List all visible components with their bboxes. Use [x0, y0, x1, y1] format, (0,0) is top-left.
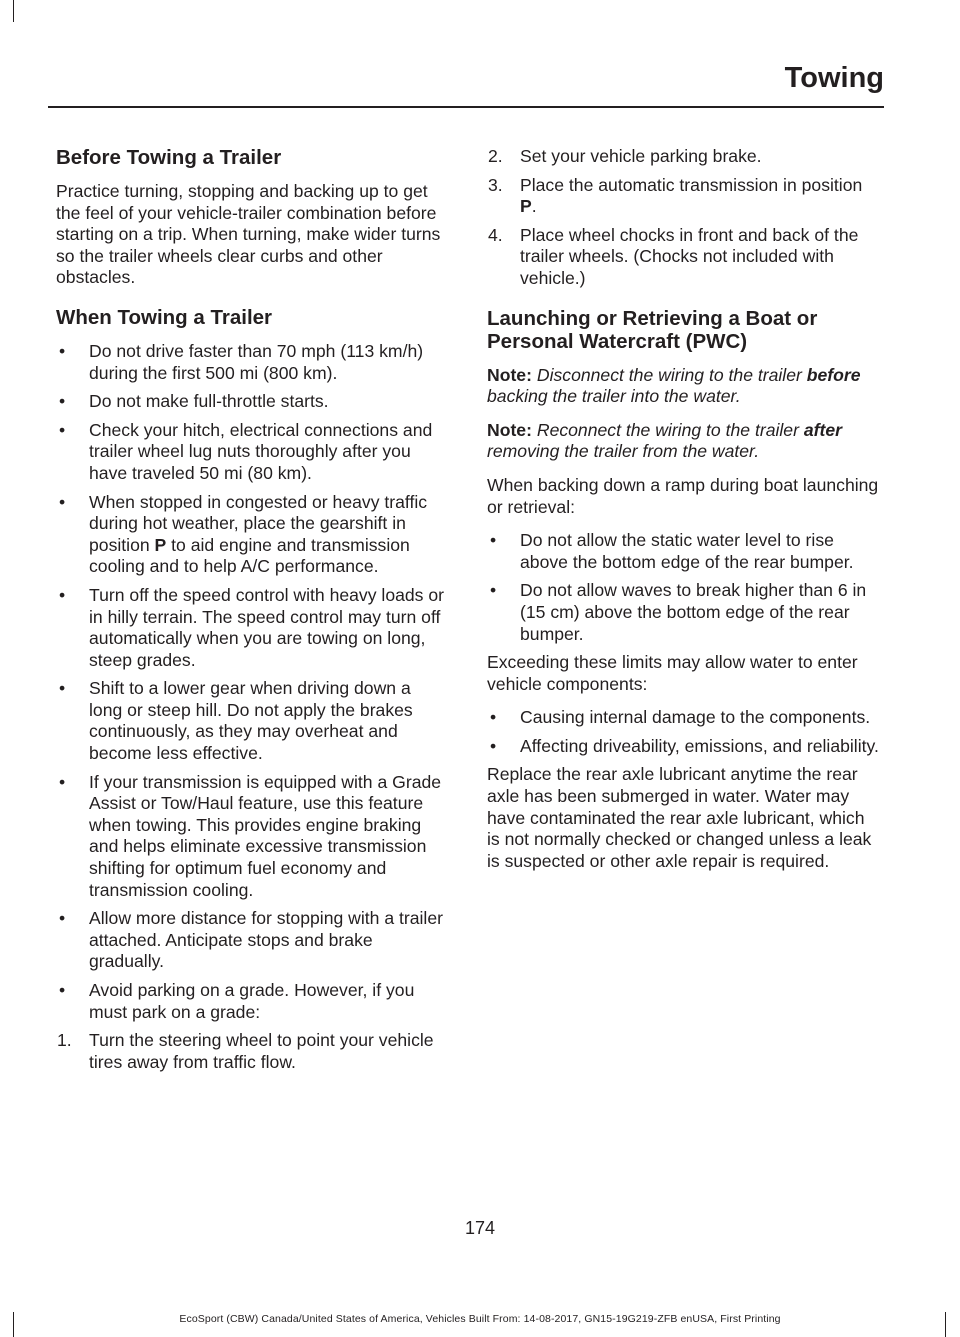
bullet-marker: • [59, 584, 66, 605]
list-item: • Turn off the speed control with heavy loads or in hilly terrain. The speed control may turn off automatically when you are towing on long, steep grades. [59, 584, 445, 670]
list-item: • Do not allow waves to break higher than 6 in (15 cm) above the bottom edge of the rear bumper. [490, 580, 867, 644]
bullet-marker: • [59, 678, 66, 699]
exceed-text: Exceeding these limits may allow water to enter vehicle components: [487, 652, 858, 694]
header-rule [48, 106, 884, 108]
note-disconnect: Note: Disconnect the wiring to the trailer before backing the trailer into the water. [487, 364, 861, 407]
bullet-marker: • [59, 419, 66, 440]
step-number: 1. [57, 1030, 72, 1051]
when-towing-heading: When Towing a Trailer [56, 305, 273, 329]
bullet-marker: • [59, 391, 66, 412]
bullet-marker: • [59, 908, 66, 929]
list-item: • Check your hitch, electrical connections and trailer wheel lug nuts thoroughly after you have traveled 50 mi (80 km). [59, 419, 433, 483]
list-item: 4. Place wheel chocks in front and back of the trailer wheels. (Chocks not included with vehicle.) [488, 224, 859, 288]
right-column [487, 146, 881, 884]
bullet-marker: • [59, 491, 66, 512]
list-item: • Avoid parking on a grade. However, if you must park on a grade: [59, 980, 415, 1022]
list-item: • Allow more distance for stopping with a trailer attached. Anticipate stops and brake gradually. [59, 908, 443, 972]
bullet-marker: • [490, 580, 497, 601]
bullet-marker: • [59, 340, 66, 361]
list-item: • Shift to a lower gear when driving down a long or steep hill. Do not apply the brakes continuously, as they may overheat and become less effective. [59, 678, 413, 764]
list-item: • If your transmission is equipped with a Grade Assist or Tow/Haul feature, use this feature when towing. This provides engine braking and helps eliminate excessive transmission shifting for optimum fuel economy and transmission cooling. [59, 771, 442, 900]
list-item: 2. Set your vehicle parking brake. [488, 146, 762, 166]
bullet-marker: • [490, 530, 497, 551]
list-item: 1. Turn the steering wheel to point your vehicle tires away from traffic flow. [57, 1030, 434, 1072]
list-item: 3. Place the automatic transmission in position P. [488, 174, 863, 217]
list-item: • When stopped in congested or heavy traffic during hot weather, place the gearshift in position P to aid engine and transmission cooling and to help A/C performance. [59, 491, 428, 577]
launching-heading: Launching or Retrieving a Boat or Personal Watercraft (PWC) [487, 306, 818, 353]
water-level-list [487, 530, 881, 645]
consequences-list [487, 707, 881, 757]
page-header-title: Towing [784, 62, 884, 94]
note-reconnect: Note: Reconnect the wiring to the trailer after removing the trailer from the water. [487, 419, 842, 462]
bullet-marker: • [59, 980, 66, 1000]
bullet-marker: • [490, 735, 497, 756]
parking-steps-list [56, 1030, 448, 1073]
before-towing-body: Practice turning, stopping and backing up to get the feel of your vehicle-trailer combination before starting on a trip. When turning, make wider turns so the trailer wheels clear curbs and other obstacles. [56, 181, 441, 288]
when-towing-list [56, 341, 448, 1023]
crop-mark-top-left-v [13, 0, 14, 22]
list-item: • Do not drive faster than 70 mph (113 km/h) during the first 500 mi (800 km). [59, 340, 424, 383]
list-item: • Do not allow the static water level to rise above the bottom edge of the rear bumper. [490, 530, 854, 572]
parking-steps-continued [487, 146, 881, 290]
before-towing-heading: Before Towing a Trailer [56, 146, 282, 169]
list-item: • Affecting driveability, emissions, and reliability. [490, 735, 879, 756]
page-number: 174 [464, 1218, 496, 1238]
step-number: 3. [488, 174, 503, 195]
ramp-intro: When backing down a ramp during boat launching or retrieval: [487, 474, 879, 517]
bullet-marker: • [59, 771, 66, 792]
list-item: • Causing internal damage to the components. [490, 707, 871, 728]
left-column [56, 146, 448, 1080]
step-number: 4. [488, 224, 503, 245]
footer-publication-info: EcoSport (CBW) Canada/United States of America, Vehicles Built From: 14-08-2017, GN15-19G219-ZFB enUSA, First Printing [179, 1313, 781, 1325]
replace-lubricant-text: Replace the rear axle lubricant anytime the rear axle has been submerged in water. Water may have contaminated the rear axle lubricant, which is not normally checked or changed unless a leak is suspected or other axle repair is required. [487, 764, 872, 871]
bullet-marker: • [490, 707, 497, 728]
step-number: 2. [488, 146, 503, 166]
list-item: • Do not make full-throttle starts. [59, 391, 329, 412]
